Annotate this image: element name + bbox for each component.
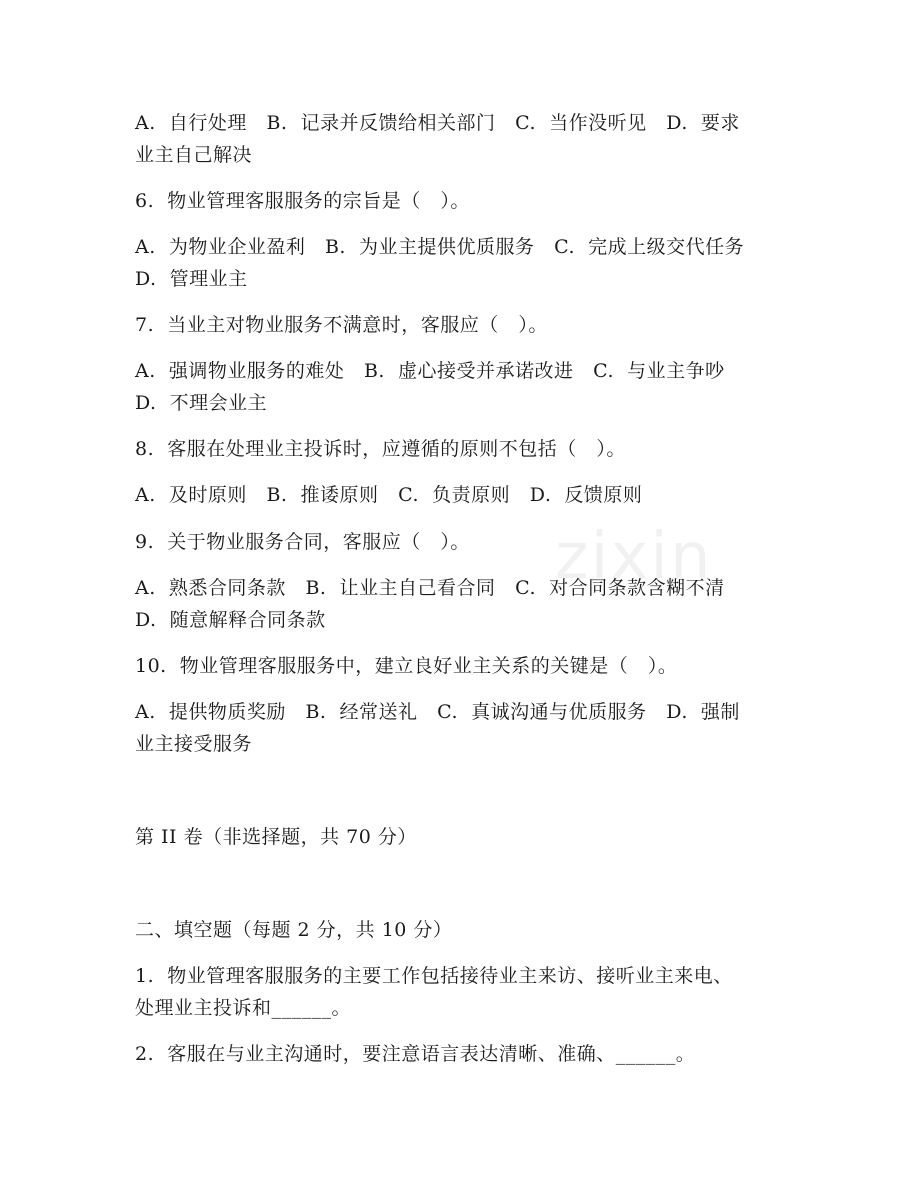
fill-question-1-line-2: 处理业主投诉和______。 (135, 997, 352, 1019)
question-6: 6. 物业管理客服服务的宗旨是（ ）。 (135, 190, 470, 212)
question-7: 7. 当业主对物业服务不满意时，客服应（ ）。 (135, 314, 548, 336)
watermark: zixin (555, 520, 713, 594)
q5-options-line-2: 业主自己解决 (135, 144, 253, 166)
q6-options-line-1: A. 为物业企业盈利 B. 为业主提供优质服务 C. 完成上级交代任务 (135, 236, 745, 258)
fill-question-2: 2. 客服在与业主沟通时，要注意语言表达清晰、准确、______。 (135, 1043, 696, 1065)
q9-options-line-1: A. 熟悉合同条款 B. 让业主自己看合同 C. 对合同条款含糊不清 (135, 577, 725, 599)
question-10: 10. 物业管理客服服务中，建立良好业主关系的关键是（ ）。 (135, 655, 678, 677)
q10-options-line-1: A. 提供物质奖励 B. 经常送礼 C. 真诚沟通与优质服务 D. 强制 (135, 701, 740, 723)
q7-options-line-1: A. 强调物业服务的难处 B. 虚心接受并承诺改进 C. 与业主争吵 (135, 360, 725, 382)
question-8: 8. 客服在处理业主投诉时，应遵循的原则不包括（ ）。 (135, 438, 626, 460)
question-9: 9. 关于物业服务合同，客服应（ ）。 (135, 531, 470, 553)
section-heading-part-2: 第 II 卷（非选择题，共 70 分） (135, 826, 417, 848)
q8-options: A. 及时原则 B. 推诿原则 C. 负责原则 D. 反馈原则 (135, 484, 643, 506)
section-heading-fill-blank: 二、填空题（每题 2 分，共 10 分） (135, 919, 453, 941)
fill-question-1-line-1: 1. 物业管理客服服务的主要工作包括接待业主来访、接听业主来电、 (135, 965, 733, 987)
q9-options-line-2: D. 随意解释合同条款 (135, 609, 326, 631)
q5-options-line-1: A. 自行处理 B. 记录并反馈给相关部门 C. 当作没听见 D. 要求 (135, 112, 740, 134)
q6-options-line-2: D. 管理业主 (135, 268, 248, 290)
q10-options-line-2: 业主接受服务 (135, 733, 253, 755)
q7-options-line-2: D. 不理会业主 (135, 392, 268, 414)
